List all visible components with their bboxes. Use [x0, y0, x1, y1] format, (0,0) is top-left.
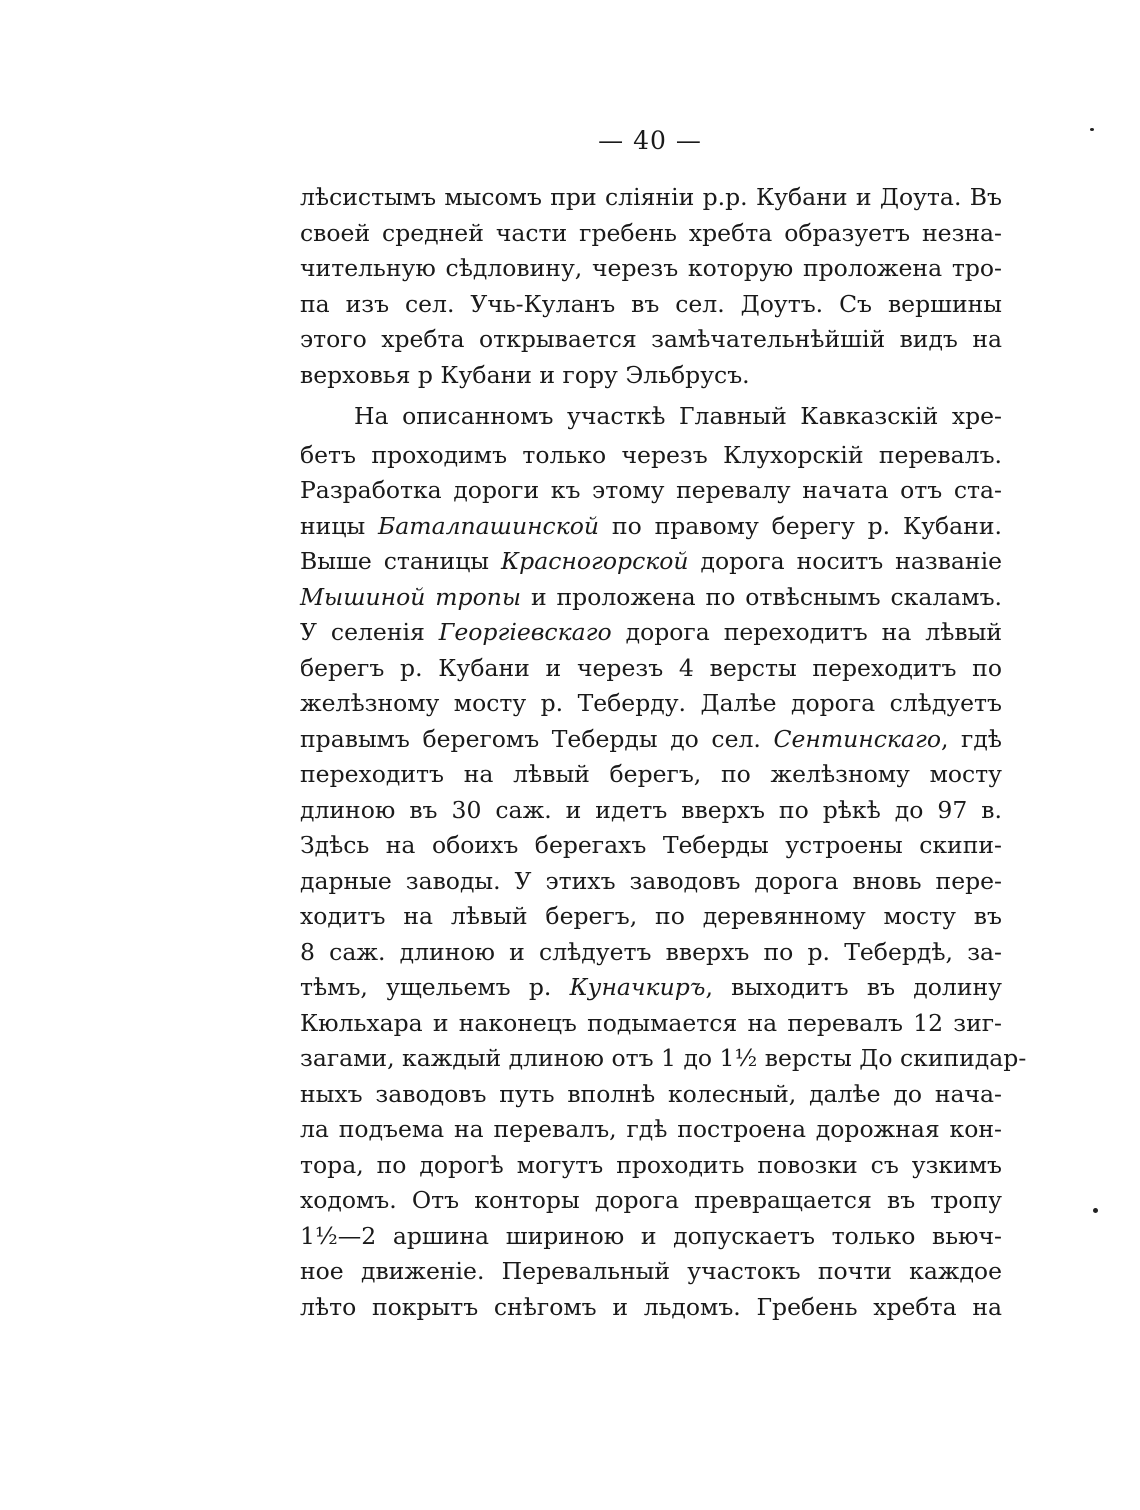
text-line	[300, 399, 1002, 435]
text-segment: , гдѣ	[940, 724, 1002, 753]
text-segment: загами, каждый длиною отъ 1 до 1½ версты До скипидар-	[300, 1044, 1027, 1072]
text-line	[300, 864, 1002, 900]
text-line	[300, 216, 1002, 252]
text-segment: ходитъ на лѣвый берегъ, по деревянному мосту въ	[300, 902, 1002, 930]
text-line	[300, 1077, 1002, 1113]
text-segment: Кюльхара и наконецъ подымается на перевалъ 12 зиг-	[300, 1008, 1002, 1037]
italic-place-name: Красногорской	[500, 547, 689, 575]
text-segment: Здѣсь на обоихъ берегахъ Теберды устроены скипи-	[300, 831, 1002, 859]
text-segment: длиною въ 30 саж. и идетъ вверхъ по рѣкѣ до 97 в.	[300, 795, 1002, 824]
text-line	[300, 1290, 1002, 1326]
text-line	[300, 828, 1002, 864]
text-segment: ницы	[300, 511, 378, 540]
text-line	[300, 686, 1002, 722]
italic-place-name: Георгіевскаго	[438, 618, 612, 646]
body-text	[300, 180, 1027, 1325]
text-segment: чительную сѣдловину, черезъ которую проложена тро-	[300, 254, 1002, 282]
text-segment: ныхъ заводовъ путь вполнѣ колесный, далѣе до нача-	[300, 1079, 1002, 1108]
italic-place-name: Куначкиръ	[569, 973, 706, 1001]
text-segment: ходомъ. Отъ конторы дорога превращается въ тропу	[300, 1186, 1002, 1214]
text-line	[300, 935, 1002, 971]
text-line	[300, 899, 1002, 935]
text-line	[300, 970, 1002, 1006]
text-line	[300, 473, 1002, 509]
text-line	[300, 287, 1002, 323]
text-line	[300, 1006, 1002, 1042]
text-line	[300, 438, 1002, 474]
italic-place-name: Мышиной тропы	[300, 582, 522, 611]
text-line	[300, 322, 1002, 358]
text-segment: лѣсистымъ мысомъ при сліяніи р.р. Кубани и Доута. Въ	[300, 183, 1002, 211]
text-segment: На описанномъ участкѣ Главный Кавказскій хре-	[354, 402, 1002, 430]
text-segment: желѣзному мосту р. Теберду. Далѣе дорога слѣдуетъ	[300, 689, 1002, 717]
text-segment: ное движеніе. Перевальный участокъ почти каждое	[300, 1257, 1002, 1285]
text-segment: лѣто покрытъ снѣгомъ и льдомъ. Гребень хребта на	[300, 1292, 1002, 1321]
text-line	[300, 757, 1002, 793]
text-line	[300, 358, 1002, 394]
text-segment: и проложена по отвѣснымъ скаламъ.	[521, 582, 1002, 611]
text-segment: тѣмъ, ущельемъ р.	[300, 973, 570, 1001]
text-line	[300, 1041, 1027, 1077]
text-segment: 8 саж. длиною и слѣдуетъ вверхъ по р. Тебердѣ, за-	[300, 937, 1002, 966]
page-number: — 40 —	[598, 126, 702, 155]
text-segment: дорога переходитъ на лѣвый	[611, 618, 1002, 646]
text-segment: берегъ р. Кубани и черезъ 4 версты переходитъ по	[300, 653, 1002, 682]
text-line	[300, 722, 1002, 758]
text-line	[300, 1112, 1002, 1148]
scan-speck	[1093, 1208, 1098, 1213]
text-line	[300, 1148, 1002, 1184]
text-line	[300, 180, 1002, 216]
text-segment: , выходитъ въ долину	[705, 973, 1002, 1001]
text-line	[300, 651, 1002, 687]
text-line	[300, 793, 1002, 829]
text-segment: 1½—2 аршина шириною и допускаетъ только вьюч-	[300, 1221, 1002, 1250]
text-line	[300, 1219, 1002, 1255]
italic-place-name: Сентинскаго	[773, 724, 941, 753]
text-segment: тора, по дорогѣ могутъ проходить повозки съ узкимъ	[300, 1150, 1002, 1179]
text-segment: правымъ берегомъ Теберды до сел.	[300, 724, 774, 753]
text-line	[300, 509, 1002, 545]
text-segment: по правому берегу р. Кубани.	[599, 511, 1002, 540]
text-segment: этого хребта открывается замѣчательнѣйшій видъ на	[300, 325, 1002, 353]
text-line	[300, 615, 1002, 651]
text-segment: дарные заводы. У этихъ заводовъ дорога вновь пере-	[300, 866, 1002, 895]
text-segment: переходитъ на лѣвый берегъ, по желѣзному мосту	[300, 760, 1002, 788]
text-segment: верховья р Кубани и гору Эльбрусъ.	[300, 360, 750, 389]
text-line	[300, 544, 1002, 580]
text-segment: своей средней части гребень хребта образуетъ незна-	[300, 218, 1002, 247]
text-line	[300, 1254, 1002, 1290]
text-segment: дорога носитъ названіе	[688, 547, 1002, 575]
text-segment: па изъ сел. Учь-Куланъ въ сел. Доутъ. Съ вершины	[300, 289, 1002, 318]
text-line	[300, 251, 1002, 287]
scan-speck	[1090, 128, 1094, 131]
text-segment: Разработка дороги къ этому перевалу начата отъ ста-	[300, 476, 1002, 504]
text-segment: ла подъема на перевалъ, гдѣ построена дорожная кон-	[300, 1115, 1002, 1143]
text-line	[300, 1183, 1002, 1219]
text-line	[300, 580, 1002, 616]
text-segment: У селенія	[300, 618, 439, 646]
italic-place-name: Баталпашинской	[378, 511, 600, 540]
text-segment: Выше станицы	[300, 547, 501, 575]
text-segment: бетъ проходимъ только черезъ Клухорскій перевалъ.	[300, 440, 1002, 469]
